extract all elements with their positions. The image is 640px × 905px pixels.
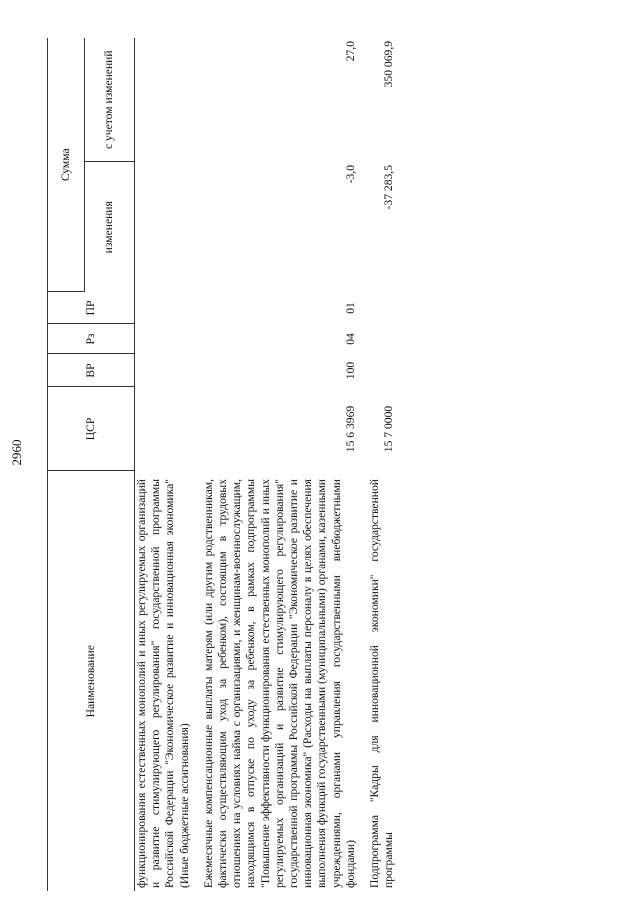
budget-table: [47, 38, 396, 891]
row-vr: [358, 354, 396, 387]
row-vr: 100: [343, 361, 357, 380]
row-rz: 04: [343, 333, 357, 345]
table-row: [135, 38, 192, 891]
table-row: [192, 38, 358, 891]
table-header: [48, 38, 135, 891]
row-csr: 15 6 3969: [343, 405, 357, 453]
row-pr: [358, 292, 396, 324]
row-pr: [135, 292, 192, 324]
header-pr: ПР: [48, 292, 135, 324]
row-csr: 15 7 0000: [382, 405, 396, 453]
row-name: Ежемесячные компенсационные выплаты матерям (или другим родственникам, фактически осуществляющим уход за ребенком), состоящим в трудовых отношениях на условиях найма с организациями, и женщинам-военнослужащим, находящимся в отпуске по уходу за ребенком, в рамках подпрограммы "Повышение эффективности функционирования естественных монополий и иных регулируемых организаций и развитие стимулирующего регулирования" государственной программы Российской Федерации "Экономическое развитие и инновационная экономика" (Расходы на выплаты персоналу в целях обеспечения выполнения функций государственными (муниципальными) органами, казенными учреждениями, органами управления государственными внебюджетными фондами): [201, 479, 357, 888]
row-change: -37 283,5: [382, 165, 396, 210]
table-row: [358, 38, 396, 891]
row-rz: [135, 324, 192, 354]
row-rz: [358, 324, 396, 354]
header-s-uchetom: с учетом изменений: [85, 38, 135, 162]
row-total: 350 069,9: [382, 40, 396, 88]
header-summa: Сумма: [48, 38, 85, 292]
header-csr: ЦСР: [48, 387, 135, 471]
row-change: -3,0: [343, 165, 357, 184]
row-csr: [135, 387, 192, 471]
header-vr: ВР: [48, 354, 135, 387]
row-change: [135, 162, 192, 292]
row-name: Подпрограмма "Кадры для инновационной экономики" государственной программы: [368, 479, 396, 888]
header-rz: Рз: [48, 324, 135, 354]
row-total: [135, 38, 192, 162]
row-name: функционирования естественных монополий и иных регулируемых организаций и развитие стимулирующего регулирования" государственной программы Российской Федерации "Экономическое развитие и инновационная экономика" (Иные бюджетные ассигнования): [135, 479, 191, 888]
row-pr: 01: [343, 302, 357, 314]
row-vr: [135, 354, 192, 387]
row-total: 27,0: [343, 40, 357, 62]
header-name: Наименование: [48, 471, 135, 891]
page-number: 2960: [9, 439, 24, 466]
header-izmeneniya: изменения: [85, 162, 135, 292]
